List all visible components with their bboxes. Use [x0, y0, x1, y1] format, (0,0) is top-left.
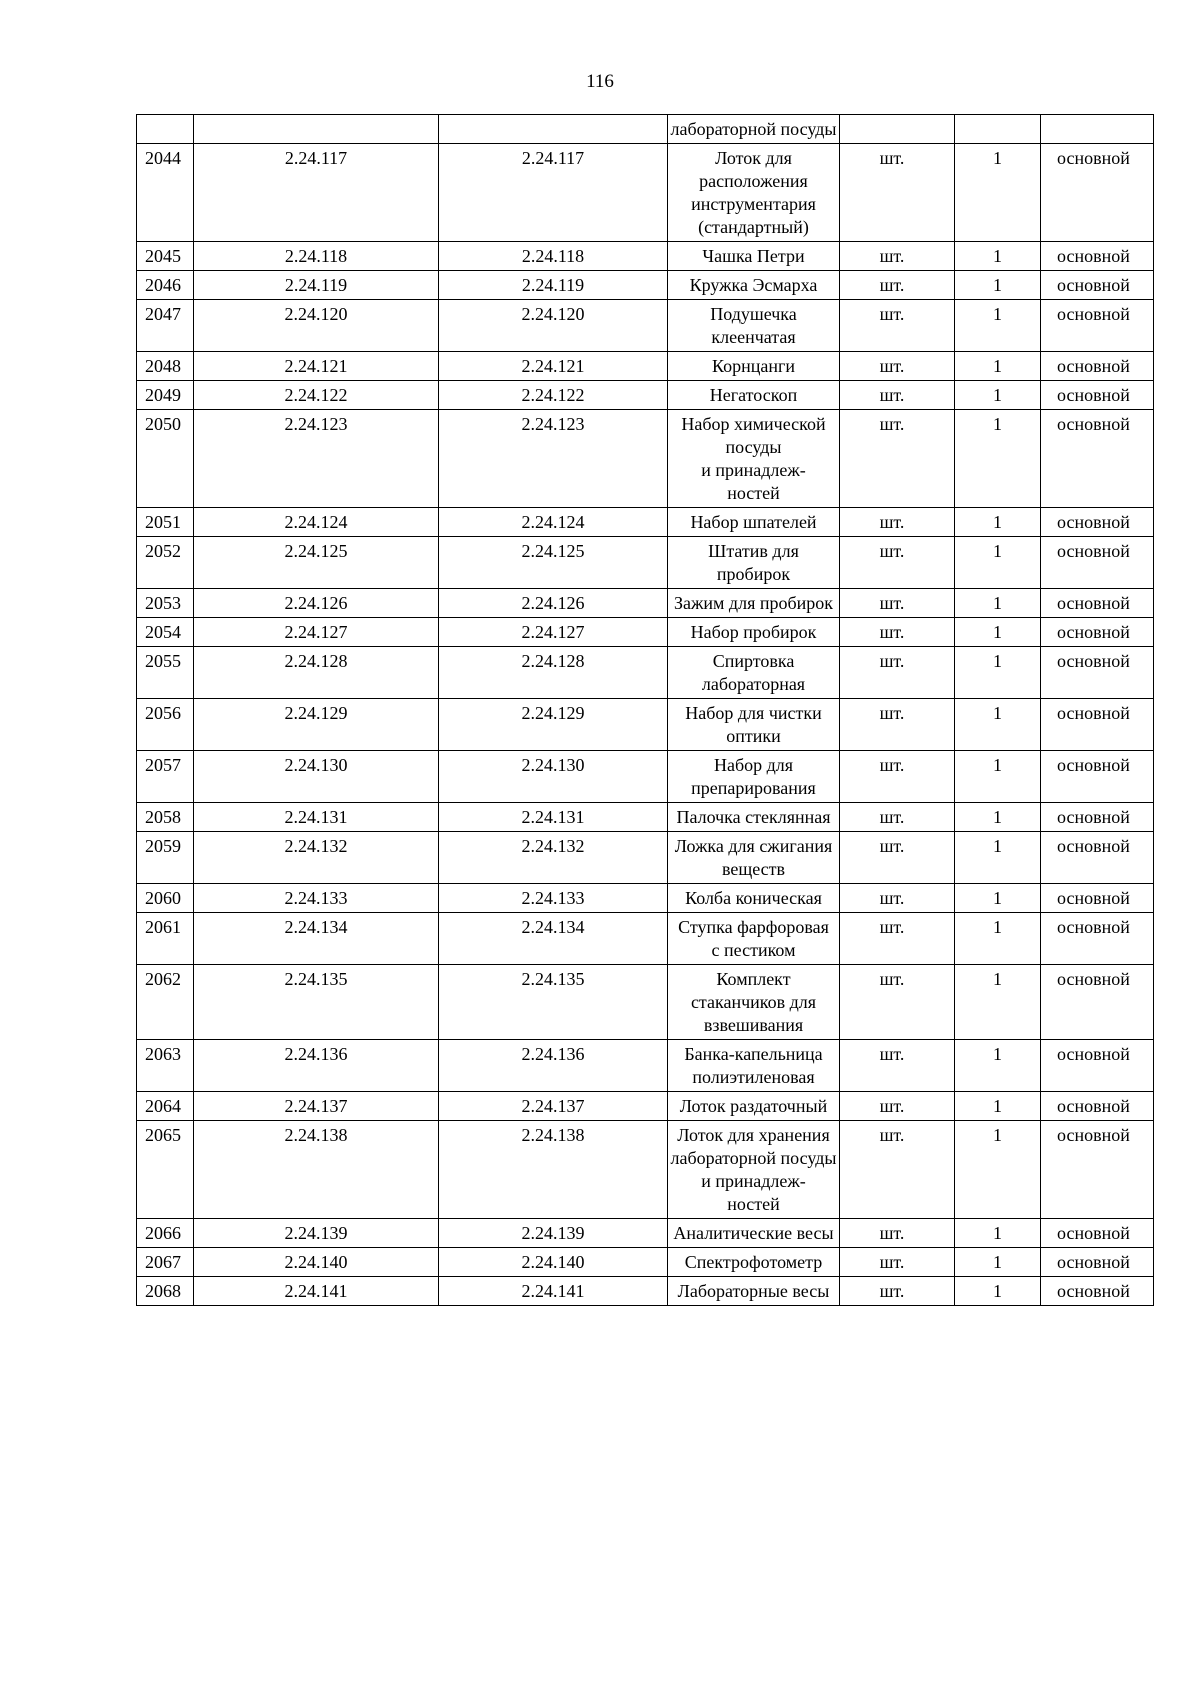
code-cell: 2.24.140	[194, 1248, 439, 1277]
code-cell-duplicate: 2.24.139	[439, 1219, 668, 1248]
row-number-cell: 2045	[137, 242, 194, 271]
quantity-cell: 1	[955, 381, 1041, 410]
table-row	[137, 1277, 1154, 1306]
code-cell: 2.24.136	[194, 1040, 439, 1092]
row-number-cell: 2065	[137, 1121, 194, 1219]
table-row	[137, 1248, 1154, 1277]
table-row	[137, 1040, 1154, 1092]
status-cell	[1041, 115, 1154, 144]
status-cell: основной	[1041, 300, 1154, 352]
status-cell: основной	[1041, 1277, 1154, 1306]
quantity-cell: 1	[955, 300, 1041, 352]
status-cell: основной	[1041, 144, 1154, 242]
table-row	[137, 589, 1154, 618]
table-row	[137, 242, 1154, 271]
code-cell-duplicate	[439, 115, 668, 144]
row-number-cell: 2053	[137, 589, 194, 618]
quantity-cell: 1	[955, 618, 1041, 647]
code-cell-duplicate: 2.24.121	[439, 352, 668, 381]
quantity-cell: 1	[955, 884, 1041, 913]
quantity-cell: 1	[955, 1040, 1041, 1092]
unit-cell: шт.	[840, 410, 955, 508]
code-cell-duplicate: 2.24.123	[439, 410, 668, 508]
status-cell: основной	[1041, 242, 1154, 271]
item-name-cell: Набор химической посуды и принадлеж- ностей	[668, 410, 840, 508]
quantity-cell: 1	[955, 589, 1041, 618]
code-cell: 2.24.121	[194, 352, 439, 381]
code-cell: 2.24.133	[194, 884, 439, 913]
code-cell: 2.24.135	[194, 965, 439, 1040]
code-cell-duplicate: 2.24.118	[439, 242, 668, 271]
quantity-cell: 1	[955, 1121, 1041, 1219]
code-cell: 2.24.131	[194, 803, 439, 832]
row-number-cell: 2064	[137, 1092, 194, 1121]
code-cell: 2.24.119	[194, 271, 439, 300]
status-cell: основной	[1041, 1121, 1154, 1219]
code-cell: 2.24.118	[194, 242, 439, 271]
code-cell-duplicate: 2.24.126	[439, 589, 668, 618]
code-cell: 2.24.117	[194, 144, 439, 242]
table-body	[137, 115, 1154, 1306]
table-row	[137, 508, 1154, 537]
row-number-cell: 2049	[137, 381, 194, 410]
unit-cell: шт.	[840, 1248, 955, 1277]
unit-cell: шт.	[840, 1040, 955, 1092]
code-cell: 2.24.125	[194, 537, 439, 589]
quantity-cell: 1	[955, 803, 1041, 832]
item-name-cell: Банка-капельница полиэтиленовая	[668, 1040, 840, 1092]
unit-cell: шт.	[840, 1092, 955, 1121]
code-cell-duplicate: 2.24.122	[439, 381, 668, 410]
status-cell: основной	[1041, 352, 1154, 381]
row-number-cell: 2063	[137, 1040, 194, 1092]
item-name-cell: лабораторной посуды	[668, 115, 840, 144]
quantity-cell: 1	[955, 1277, 1041, 1306]
item-name-cell: Набор для препарирования	[668, 751, 840, 803]
table-row	[137, 300, 1154, 352]
code-cell-duplicate: 2.24.119	[439, 271, 668, 300]
code-cell-duplicate: 2.24.133	[439, 884, 668, 913]
row-number-cell: 2058	[137, 803, 194, 832]
table-row	[137, 751, 1154, 803]
table-row	[137, 1121, 1154, 1219]
table-row	[137, 699, 1154, 751]
unit-cell: шт.	[840, 381, 955, 410]
code-cell: 2.24.130	[194, 751, 439, 803]
row-number-cell: 2057	[137, 751, 194, 803]
row-number-cell	[137, 115, 194, 144]
item-name-cell: Корнцанги	[668, 352, 840, 381]
code-cell-duplicate: 2.24.135	[439, 965, 668, 1040]
quantity-cell: 1	[955, 242, 1041, 271]
table-row	[137, 537, 1154, 589]
code-cell-duplicate: 2.24.141	[439, 1277, 668, 1306]
quantity-cell: 1	[955, 1248, 1041, 1277]
status-cell: основной	[1041, 803, 1154, 832]
table-row	[137, 913, 1154, 965]
item-name-cell: Ложка для сжигания веществ	[668, 832, 840, 884]
item-name-cell: Спиртовка лабораторная	[668, 647, 840, 699]
item-name-cell: Кружка Эсмарха	[668, 271, 840, 300]
table-row	[137, 1092, 1154, 1121]
unit-cell: шт.	[840, 271, 955, 300]
code-cell: 2.24.124	[194, 508, 439, 537]
code-cell: 2.24.129	[194, 699, 439, 751]
code-cell-duplicate: 2.24.129	[439, 699, 668, 751]
item-name-cell: Лоток для расположения инструментария (стандартный)	[668, 144, 840, 242]
code-cell: 2.24.123	[194, 410, 439, 508]
code-cell: 2.24.127	[194, 618, 439, 647]
code-cell	[194, 115, 439, 144]
unit-cell: шт.	[840, 1219, 955, 1248]
item-name-cell: Набор шпателей	[668, 508, 840, 537]
quantity-cell: 1	[955, 699, 1041, 751]
unit-cell: шт.	[840, 352, 955, 381]
code-cell: 2.24.141	[194, 1277, 439, 1306]
quantity-cell: 1	[955, 832, 1041, 884]
item-name-cell: Комплект стаканчиков для взвешивания	[668, 965, 840, 1040]
row-number-cell: 2048	[137, 352, 194, 381]
item-name-cell: Ступка фарфоровая с пестиком	[668, 913, 840, 965]
status-cell: основной	[1041, 1219, 1154, 1248]
unit-cell: шт.	[840, 300, 955, 352]
item-name-cell: Набор для чистки оптики	[668, 699, 840, 751]
item-name-cell: Палочка стеклянная	[668, 803, 840, 832]
item-name-cell: Спектрофотометр	[668, 1248, 840, 1277]
code-cell-duplicate: 2.24.138	[439, 1121, 668, 1219]
item-name-cell: Аналитические весы	[668, 1219, 840, 1248]
row-number-cell: 2060	[137, 884, 194, 913]
item-name-cell: Лабораторные весы	[668, 1277, 840, 1306]
unit-cell: шт.	[840, 242, 955, 271]
unit-cell: шт.	[840, 884, 955, 913]
row-number-cell: 2047	[137, 300, 194, 352]
unit-cell: шт.	[840, 144, 955, 242]
quantity-cell: 1	[955, 1092, 1041, 1121]
item-name-cell: Штатив для пробирок	[668, 537, 840, 589]
code-cell-duplicate: 2.24.124	[439, 508, 668, 537]
code-cell-duplicate: 2.24.125	[439, 537, 668, 589]
status-cell: основной	[1041, 913, 1154, 965]
quantity-cell: 1	[955, 751, 1041, 803]
table-row	[137, 115, 1154, 144]
row-number-cell: 2059	[137, 832, 194, 884]
status-cell: основной	[1041, 508, 1154, 537]
code-cell-duplicate: 2.24.140	[439, 1248, 668, 1277]
unit-cell: шт.	[840, 751, 955, 803]
quantity-cell	[955, 115, 1041, 144]
item-name-cell: Чашка Петри	[668, 242, 840, 271]
table-row	[137, 965, 1154, 1040]
unit-cell: шт.	[840, 647, 955, 699]
unit-cell	[840, 115, 955, 144]
item-name-cell: Подушечка клеенчатая	[668, 300, 840, 352]
row-number-cell: 2051	[137, 508, 194, 537]
status-cell: основной	[1041, 751, 1154, 803]
code-cell: 2.24.138	[194, 1121, 439, 1219]
unit-cell: шт.	[840, 965, 955, 1040]
unit-cell: шт.	[840, 537, 955, 589]
code-cell-duplicate: 2.24.130	[439, 751, 668, 803]
table-row	[137, 618, 1154, 647]
quantity-cell: 1	[955, 144, 1041, 242]
code-cell-duplicate: 2.24.137	[439, 1092, 668, 1121]
row-number-cell: 2067	[137, 1248, 194, 1277]
table-row	[137, 1219, 1154, 1248]
status-cell: основной	[1041, 965, 1154, 1040]
unit-cell: шт.	[840, 803, 955, 832]
row-number-cell: 2046	[137, 271, 194, 300]
quantity-cell: 1	[955, 508, 1041, 537]
item-name-cell: Лоток для хранения лабораторной посуды и принадлеж- ностей	[668, 1121, 840, 1219]
row-number-cell: 2052	[137, 537, 194, 589]
quantity-cell: 1	[955, 913, 1041, 965]
code-cell: 2.24.132	[194, 832, 439, 884]
status-cell: основной	[1041, 410, 1154, 508]
table-row	[137, 381, 1154, 410]
unit-cell: шт.	[840, 618, 955, 647]
unit-cell: шт.	[840, 832, 955, 884]
row-number-cell: 2068	[137, 1277, 194, 1306]
code-cell-duplicate: 2.24.131	[439, 803, 668, 832]
status-cell: основной	[1041, 647, 1154, 699]
code-cell: 2.24.134	[194, 913, 439, 965]
status-cell: основной	[1041, 884, 1154, 913]
equipment-table	[136, 114, 1154, 1306]
table-row	[137, 352, 1154, 381]
table-row	[137, 144, 1154, 242]
status-cell: основной	[1041, 699, 1154, 751]
unit-cell: шт.	[840, 1121, 955, 1219]
unit-cell: шт.	[840, 913, 955, 965]
page-number: 116	[586, 71, 614, 92]
item-name-cell: Набор пробирок	[668, 618, 840, 647]
item-name-cell: Зажим для пробирок	[668, 589, 840, 618]
code-cell-duplicate: 2.24.120	[439, 300, 668, 352]
table-row	[137, 647, 1154, 699]
unit-cell: шт.	[840, 1277, 955, 1306]
status-cell: основной	[1041, 589, 1154, 618]
unit-cell: шт.	[840, 699, 955, 751]
quantity-cell: 1	[955, 1219, 1041, 1248]
quantity-cell: 1	[955, 352, 1041, 381]
code-cell-duplicate: 2.24.136	[439, 1040, 668, 1092]
row-number-cell: 2055	[137, 647, 194, 699]
table-row	[137, 271, 1154, 300]
status-cell: основной	[1041, 1092, 1154, 1121]
code-cell: 2.24.128	[194, 647, 439, 699]
quantity-cell: 1	[955, 965, 1041, 1040]
code-cell-duplicate: 2.24.128	[439, 647, 668, 699]
row-number-cell: 2056	[137, 699, 194, 751]
quantity-cell: 1	[955, 410, 1041, 508]
table-row	[137, 884, 1154, 913]
row-number-cell: 2066	[137, 1219, 194, 1248]
row-number-cell: 2044	[137, 144, 194, 242]
quantity-cell: 1	[955, 647, 1041, 699]
quantity-cell: 1	[955, 537, 1041, 589]
status-cell: основной	[1041, 381, 1154, 410]
code-cell: 2.24.126	[194, 589, 439, 618]
code-cell: 2.24.139	[194, 1219, 439, 1248]
status-cell: основной	[1041, 1248, 1154, 1277]
code-cell: 2.24.122	[194, 381, 439, 410]
item-name-cell: Лоток раздаточный	[668, 1092, 840, 1121]
row-number-cell: 2062	[137, 965, 194, 1040]
status-cell: основной	[1041, 1040, 1154, 1092]
code-cell: 2.24.120	[194, 300, 439, 352]
status-cell: основной	[1041, 271, 1154, 300]
status-cell: основной	[1041, 618, 1154, 647]
quantity-cell: 1	[955, 271, 1041, 300]
code-cell-duplicate: 2.24.117	[439, 144, 668, 242]
code-cell-duplicate: 2.24.127	[439, 618, 668, 647]
row-number-cell: 2061	[137, 913, 194, 965]
status-cell: основной	[1041, 537, 1154, 589]
unit-cell: шт.	[840, 589, 955, 618]
item-name-cell: Негатоскоп	[668, 381, 840, 410]
item-name-cell: Колба коническая	[668, 884, 840, 913]
table-row	[137, 410, 1154, 508]
table-row	[137, 832, 1154, 884]
status-cell: основной	[1041, 832, 1154, 884]
code-cell-duplicate: 2.24.134	[439, 913, 668, 965]
row-number-cell: 2054	[137, 618, 194, 647]
code-cell: 2.24.137	[194, 1092, 439, 1121]
code-cell-duplicate: 2.24.132	[439, 832, 668, 884]
row-number-cell: 2050	[137, 410, 194, 508]
table-row	[137, 803, 1154, 832]
unit-cell: шт.	[840, 508, 955, 537]
